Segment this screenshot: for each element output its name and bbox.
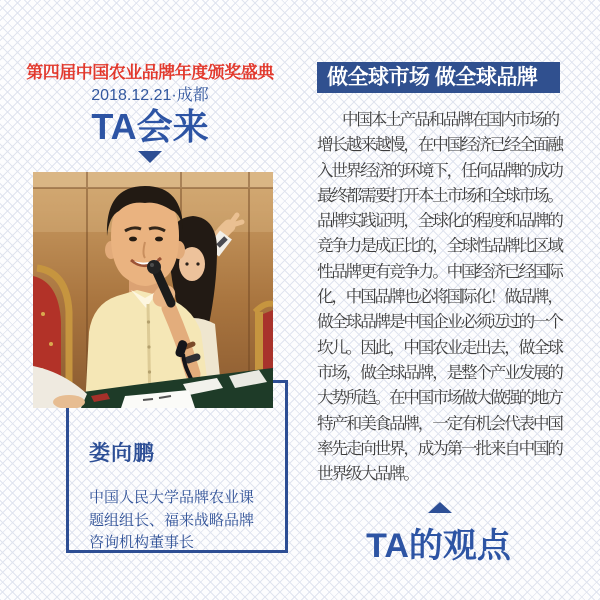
speaker-bio-line: 题组组长、福来战略品牌 [89, 511, 255, 529]
paragraph-line: 化，中国品牌也必将国际化！做品牌， [317, 288, 562, 307]
opinion-paragraph [317, 108, 567, 487]
speaker-bio-line: 中国人民大学品牌农业课 [89, 489, 255, 506]
paragraph-line: 性品牌更有竞争力。中国经济已经国际 [317, 262, 562, 281]
headline-ta-opinion: TA的观点 [366, 527, 511, 565]
paragraph-line: 最终都需要打开本土市场和全球市场。 [317, 186, 562, 205]
paragraph-line: 入世界经济的环境下，任何品牌的成功 [317, 161, 562, 180]
paragraph-line: 特产和美食品牌，一定有机会代表中国 [317, 414, 562, 433]
paragraph-line: 世界级大品牌。 [317, 465, 418, 484]
event-date: 2018.12.21·成都 [91, 87, 209, 104]
paragraph-line: 市场，做全球品牌，是整个产业发展的 [317, 363, 562, 382]
up-arrow-icon [428, 502, 452, 513]
paragraph-line: 增长越来越慢，在中国经济已经全面融 [317, 136, 562, 155]
down-arrow-icon [138, 151, 162, 163]
speaker-bio [89, 487, 285, 555]
paragraph-line: 做全球品牌是中国企业必须迈过的一个 [317, 313, 562, 332]
paragraph-line: 率先走向世界，成为第一批来自中国的 [317, 439, 562, 458]
speaker-photo [33, 172, 273, 408]
opinion-header: 做全球市场 做全球品牌 [317, 62, 560, 93]
paragraph-line: 大势所趋。在中国市场做大做强的地方 [317, 389, 562, 408]
speaker-bio-line: 咨询机构董事长 [89, 534, 195, 551]
paragraph-line: 坎儿。因此，中国农业走出去，做全球 [317, 338, 562, 357]
speaker-name: 娄向鹏 [89, 442, 155, 465]
paragraph-line: 品牌实践证明，全球化的程度和品牌的 [317, 212, 562, 231]
paragraph-line: 中国本土产品和品牌在国内市场的 [342, 111, 559, 129]
speaker-photo-illustration [33, 172, 273, 408]
headline-ta-will-come: TA会来 [91, 106, 209, 147]
event-title: 第四届中国农业品牌年度颁奖盛典 [26, 63, 274, 82]
paragraph-line: 竞争力是成正比的，全球性品牌比区域 [317, 237, 562, 256]
